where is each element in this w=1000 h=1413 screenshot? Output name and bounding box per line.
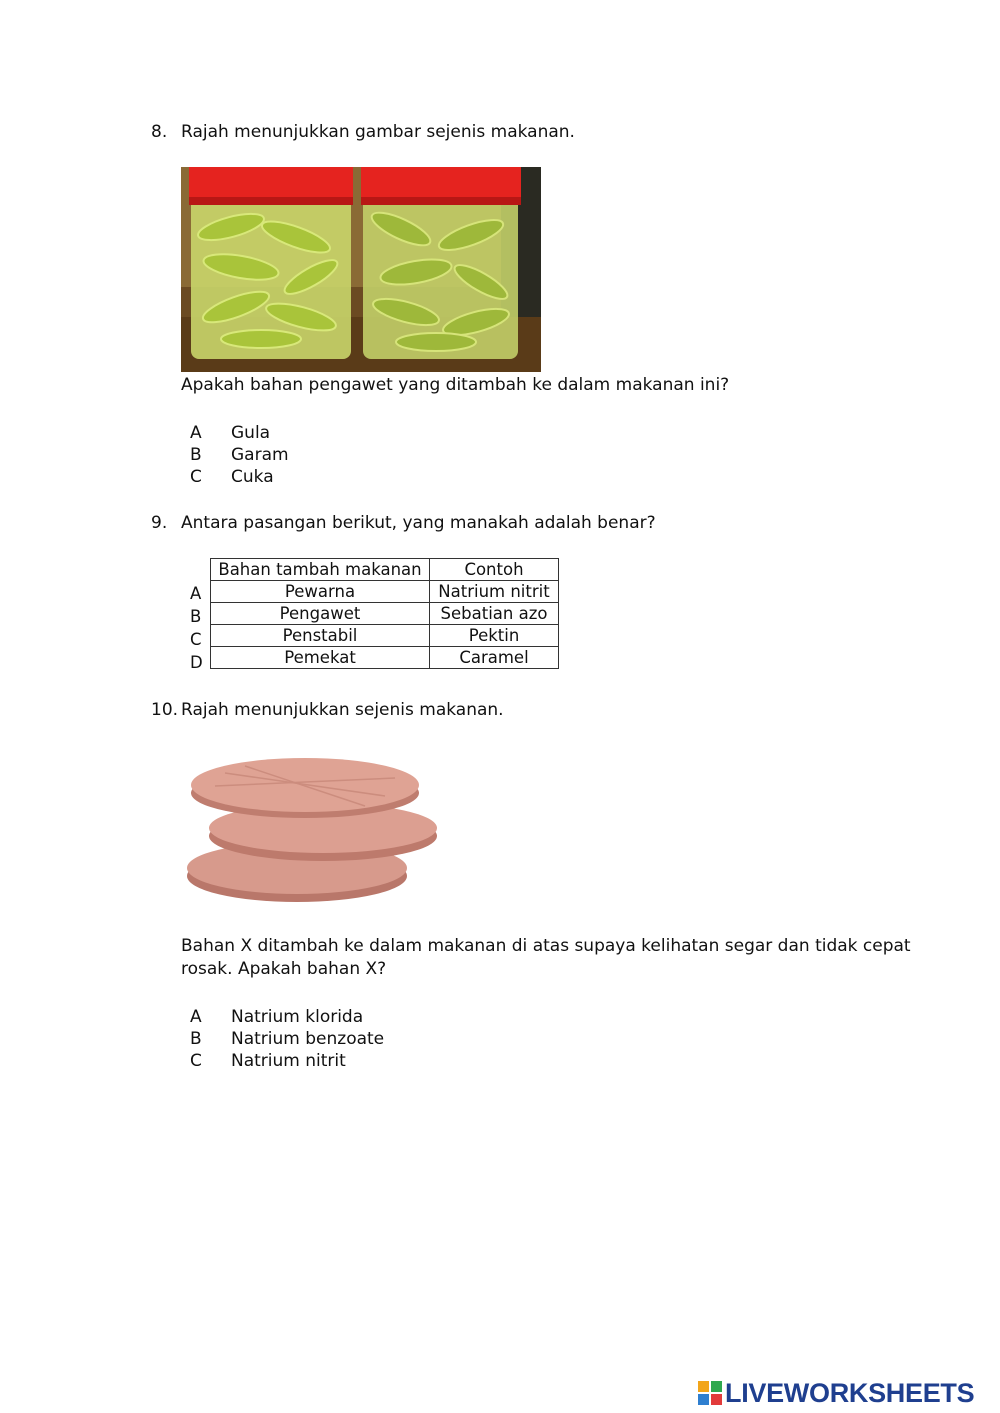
q9-prompt: Antara pasangan berikut, yang manakah adalah benar?	[181, 513, 656, 533]
table-header-cell: Bahan tambah makanan	[211, 559, 430, 581]
table-cell: Natrium nitrit	[430, 581, 559, 603]
pickled-fruit-jars-image	[181, 167, 541, 372]
table-cell: Penstabil	[211, 625, 430, 647]
q10-question-line2: rosak. Apakah bahan X?	[181, 959, 387, 979]
table-cell: Pengawet	[211, 603, 430, 625]
q8-option-b-text[interactable]: Garam	[231, 445, 289, 465]
q8-number: 8.	[151, 122, 168, 142]
q9-row-d-letter: D	[190, 653, 203, 672]
table-row[interactable]	[211, 581, 559, 603]
q10-prompt: Rajah menunjukkan sejenis makanan.	[181, 700, 504, 720]
q9-row-a-letter: A	[190, 584, 202, 603]
table-cell: Sebatian azo	[430, 603, 559, 625]
table-header-cell: Contoh	[430, 559, 559, 581]
table-row[interactable]	[211, 625, 559, 647]
q8-option-c-text[interactable]: Cuka	[231, 467, 274, 487]
q10-option-b-text[interactable]: Natrium benzoate	[231, 1029, 385, 1049]
table-cell: Pektin	[430, 625, 559, 647]
table-cell: Caramel	[430, 647, 559, 669]
q8-option-a-letter: A	[190, 423, 202, 443]
liveworksheets-logo[interactable]	[698, 1378, 974, 1408]
q8-question: Apakah bahan pengawet yang ditambah ke dalam makanan ini?	[181, 375, 730, 395]
q10-option-a-text[interactable]: Natrium klorida	[231, 1007, 364, 1027]
q8-option-a-text[interactable]: Gula	[231, 423, 271, 443]
q9-row-b-letter: B	[190, 607, 202, 626]
q10-number: 10.	[151, 700, 179, 720]
q8-prompt: Rajah menunjukkan gambar sejenis makanan.	[181, 122, 575, 142]
q9-number: 9.	[151, 513, 168, 533]
q8-option-b-letter: B	[190, 445, 202, 465]
brand-name: LIVEWORKSHEETS	[725, 1377, 975, 1408]
q9-row-c-letter: C	[190, 630, 202, 649]
q9-pairs-table	[210, 558, 559, 669]
table-row[interactable]	[211, 603, 559, 625]
table-cell: Pemekat	[211, 647, 430, 669]
q10-option-c-letter: C	[190, 1051, 202, 1071]
table-cell: Pewarna	[211, 581, 430, 603]
burger-patties-image	[185, 748, 443, 908]
q10-option-a-letter: A	[190, 1007, 202, 1027]
table-header-row	[211, 559, 559, 581]
q8-option-c-letter: C	[190, 467, 202, 487]
q10-option-c-text[interactable]: Natrium nitrit	[231, 1051, 346, 1071]
q10-option-b-letter: B	[190, 1029, 202, 1049]
table-row[interactable]	[211, 647, 559, 669]
q10-question-line1: Bahan X ditambah ke dalam makanan di atas supaya kelihatan segar dan tidak cepat	[181, 936, 911, 956]
liveworksheets-logo-icon	[698, 1381, 722, 1405]
